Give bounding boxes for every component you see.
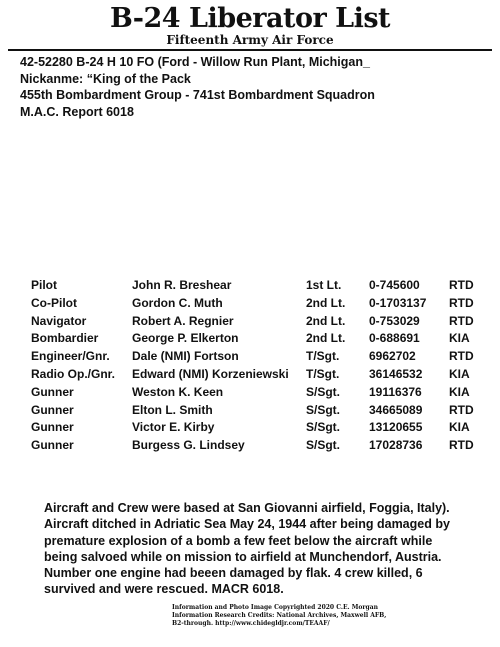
page-title: B-24 Liberator List xyxy=(109,3,391,34)
crew-status: RTD xyxy=(449,438,474,453)
credit-line: Information Research Credits: National Archives, Maxwell AFB, xyxy=(172,612,387,619)
crew-position: Gunner xyxy=(31,438,74,453)
aircraft-serial-line: 42-52280 B-24 H 10 FO (Ford - Willow Run Plant, Michigan_ xyxy=(20,55,370,69)
crew-rank: S/Sgt. xyxy=(306,384,341,399)
narrative-line: survived and were rescued. MACR 6018. xyxy=(44,582,284,597)
narrative-line: being salvoed while on mission to airfield at Munchendorf, Austria. xyxy=(44,549,442,564)
crew-position: Gunner xyxy=(31,384,74,399)
crew-rank: S/Sgt. xyxy=(306,420,341,435)
crew-rank: S/Sgt. xyxy=(306,402,341,417)
narrative-text xyxy=(44,500,494,598)
crew-rank: 2nd Lt. xyxy=(306,295,346,310)
narrative-line: premature explosion of a bomb a few feet below the aircraft while xyxy=(44,533,433,548)
crew-position: Co-Pilot xyxy=(31,295,77,310)
crew-position: Radio Op./Gnr. xyxy=(31,366,116,381)
crew-position: Pilot xyxy=(31,278,57,292)
page-subtitle: Fifteenth Army Air Force xyxy=(166,33,334,47)
crew-serial: 0-1703137 xyxy=(369,295,427,310)
crew-serial: 0-688691 xyxy=(369,331,420,346)
crew-serial: 34665089 xyxy=(369,402,423,417)
crew-serial: 6962702 xyxy=(369,349,416,364)
crew-serial: 13120655 xyxy=(369,420,423,435)
narrative-line: Number one engine had beeen damaged by flak. 4 crew killed, 6 xyxy=(44,566,423,581)
credit-line: Information and Photo Image Copyrighted 2020 C.E. Morgan xyxy=(172,604,378,611)
crew-serial: 17028736 xyxy=(369,438,423,453)
crew-status: RTD xyxy=(449,295,474,310)
crew-status: RTD xyxy=(449,349,474,364)
crew-rank: 2nd Lt. xyxy=(306,331,346,346)
narrative-line: Aircraft ditched in Adriatic Sea May 24, 1944 after being damaged by xyxy=(44,517,450,532)
crew-status: KIA xyxy=(449,384,470,399)
crew-serial: 0-745600 xyxy=(369,278,420,292)
aircraft-unit-line: 455th Bombardment Group - 741st Bombardment Squadron xyxy=(20,88,375,102)
crew-rank: T/Sgt. xyxy=(306,366,340,381)
crew-rank: T/Sgt. xyxy=(306,349,340,364)
crew-rank: 1st Lt. xyxy=(306,278,342,292)
crew-name: Weston K. Keen xyxy=(132,384,224,399)
crew-name: Robert A. Regnier xyxy=(132,313,234,328)
credit-line: B2-through. http://www.chidegldjr.com/TEAAF/ xyxy=(172,620,330,627)
crew-name: Edward (NMI) Korzeniewski xyxy=(132,366,289,381)
crew-name: Victor E. Kirby xyxy=(132,420,215,435)
crew-rank: 2nd Lt. xyxy=(306,313,346,328)
crew-position: Engineer/Gnr. xyxy=(31,349,110,364)
title-divider xyxy=(8,49,492,51)
crew-status: KIA xyxy=(449,331,470,346)
crew-position: Bombardier xyxy=(31,331,99,346)
aircraft-info xyxy=(20,54,375,120)
crew-status: RTD xyxy=(449,278,474,292)
crew-name: Burgess G. Lindsey xyxy=(132,438,245,453)
crew-name: Gordon C. Muth xyxy=(132,295,223,310)
narrative-line: Aircraft and Crew were based at San Giovanni airfield, Foggia, Italy). xyxy=(44,501,450,515)
aircraft-report-line: M.A.C. Report 6018 xyxy=(20,104,134,119)
crew-name: Elton L. Smith xyxy=(132,402,213,417)
crew-status: RTD xyxy=(449,402,474,417)
crew-position: Gunner xyxy=(31,402,74,417)
crew-serial: 36146532 xyxy=(369,366,423,381)
crew-name: George P. Elkerton xyxy=(132,331,239,346)
crew-status: KIA xyxy=(449,420,470,435)
crew-name: Dale (NMI) Fortson xyxy=(132,349,239,364)
crew-status: RTD xyxy=(449,313,474,328)
crew-serial: 0-753029 xyxy=(369,313,420,328)
crew-rank: S/Sgt. xyxy=(306,438,341,453)
crew-name: John R. Breshear xyxy=(132,278,232,292)
aircraft-nickname-line: Nickanme: “King of the Pack xyxy=(20,71,191,86)
crew-position: Gunner xyxy=(31,420,74,435)
crew-status: KIA xyxy=(449,366,470,381)
credits-text xyxy=(172,604,386,628)
crew-serial: 19116376 xyxy=(369,384,422,399)
crew-position: Navigator xyxy=(31,313,87,328)
